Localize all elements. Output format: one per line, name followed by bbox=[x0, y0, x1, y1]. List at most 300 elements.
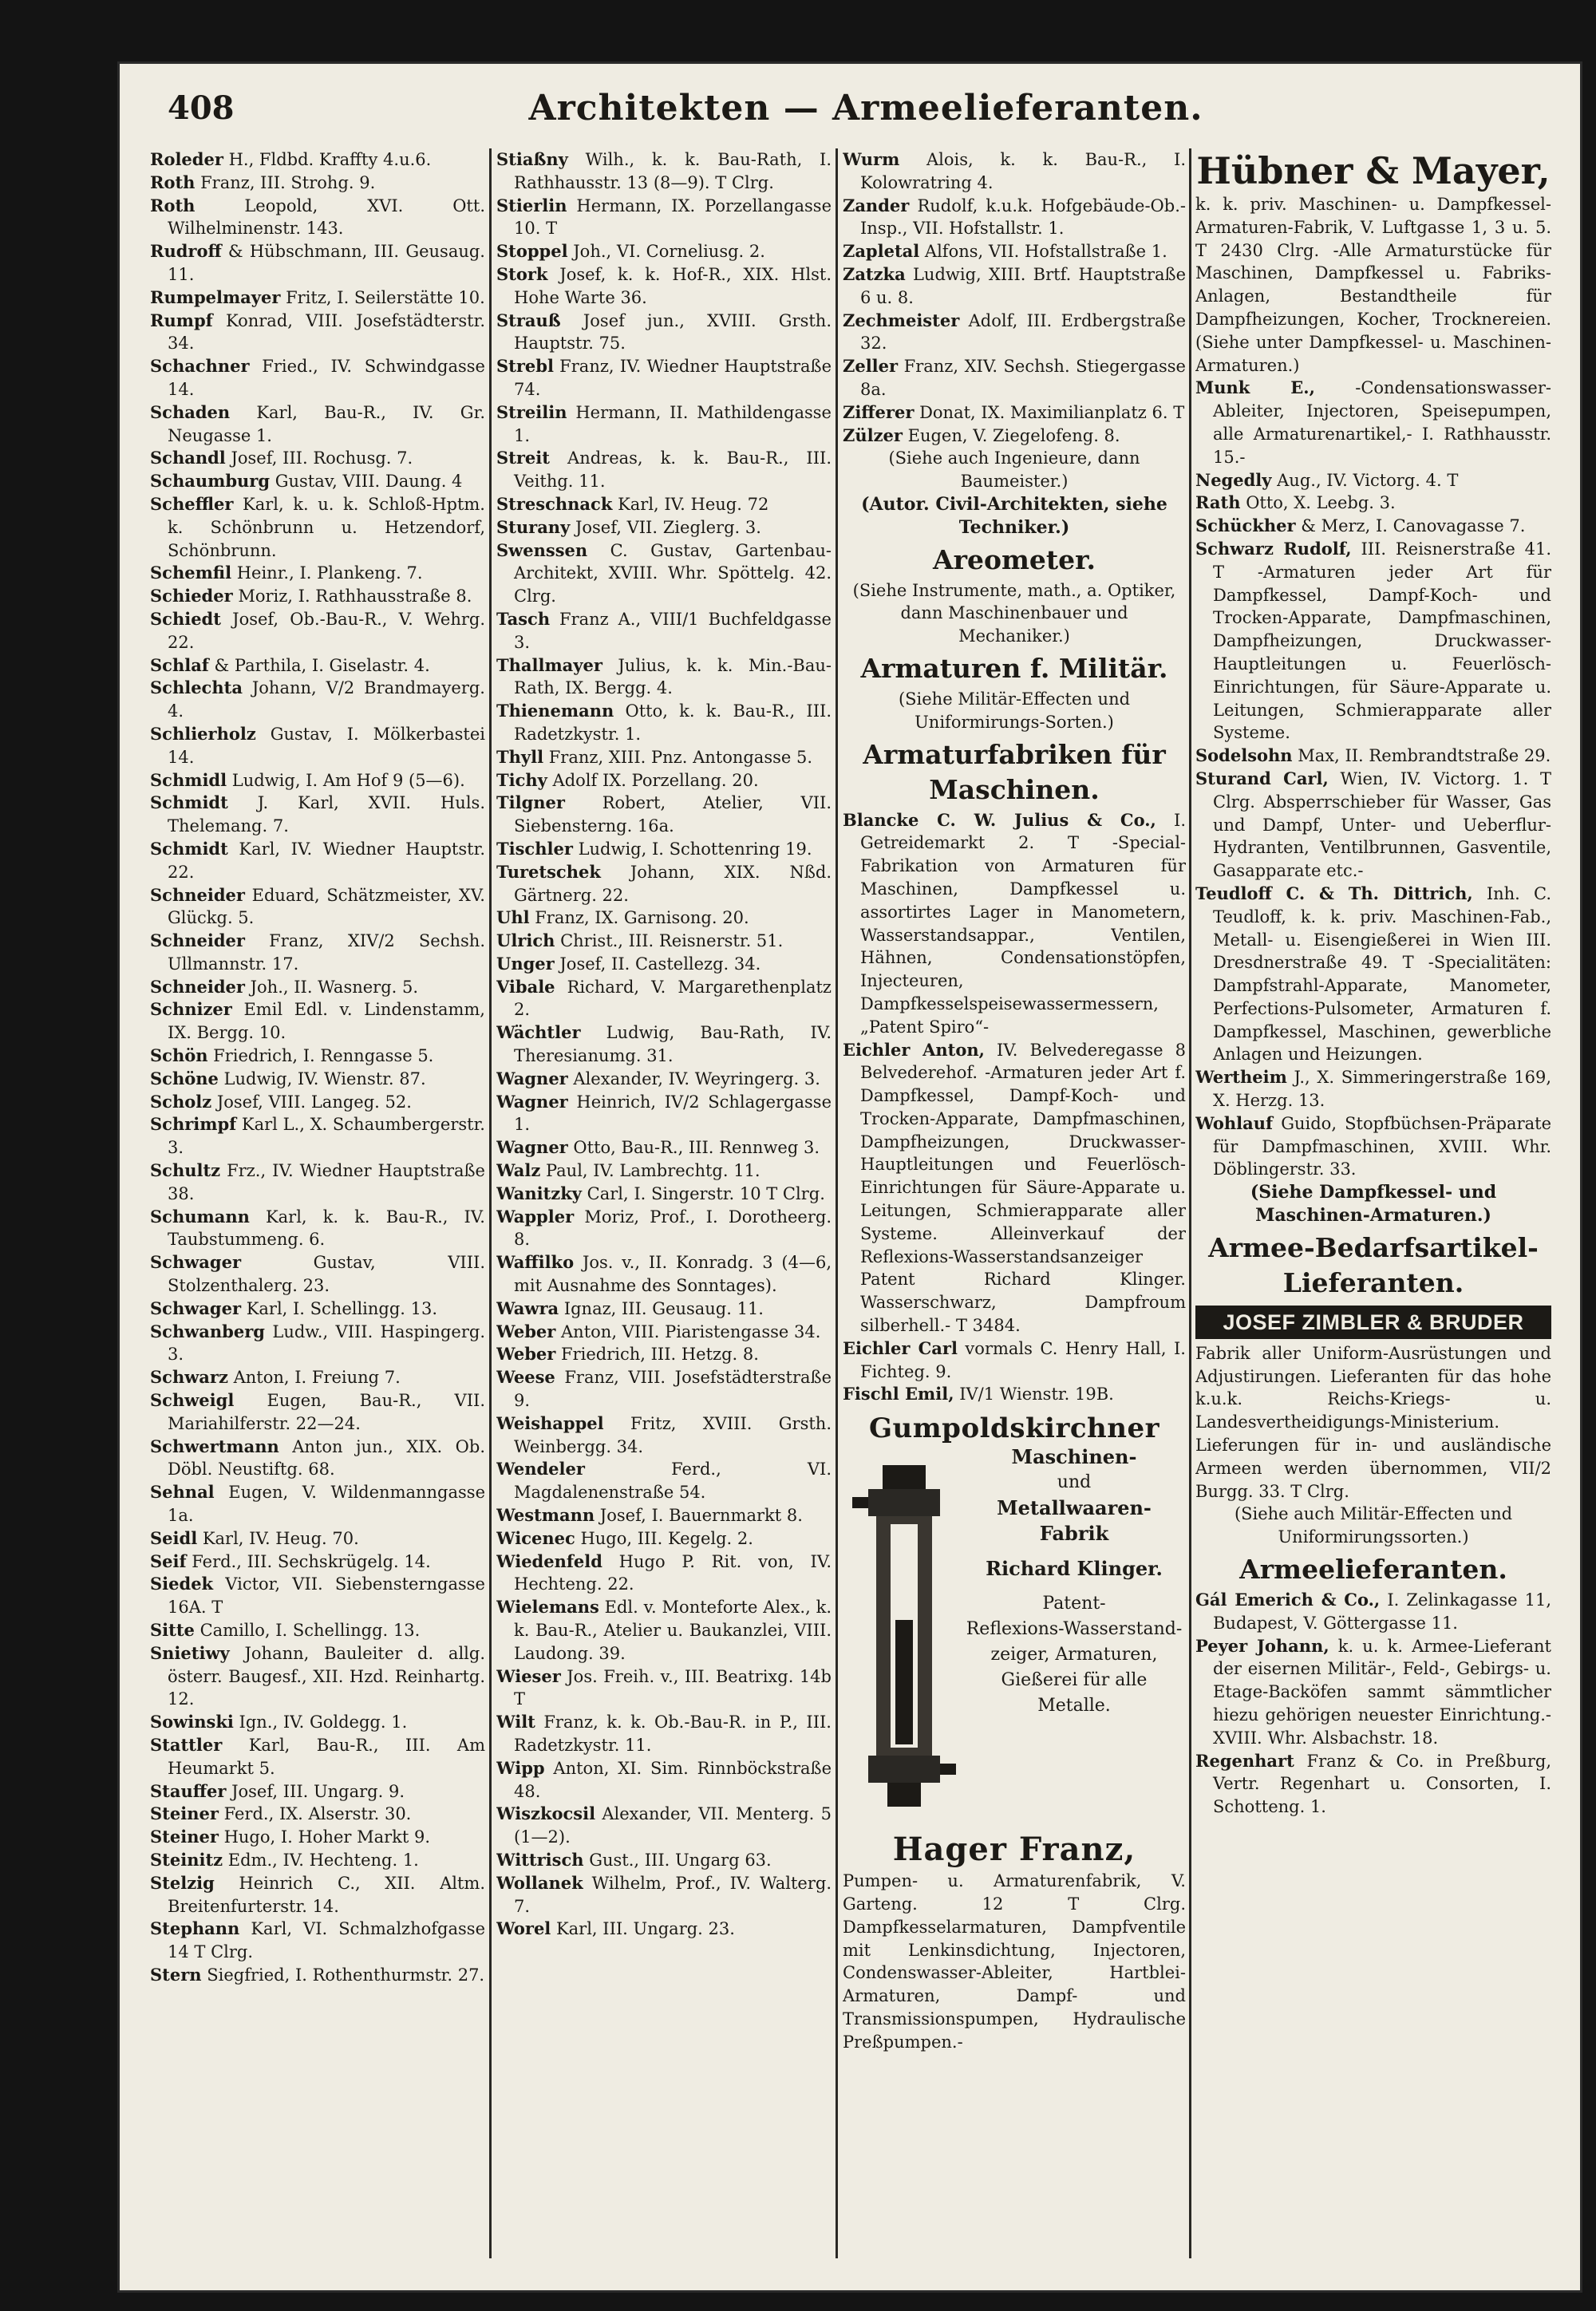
directory-entry bbox=[496, 539, 832, 608]
entry-name: Regenhart bbox=[1195, 1750, 1294, 1771]
directory-entry bbox=[150, 1826, 485, 1849]
entry-name: Sodelsohn bbox=[1195, 745, 1293, 766]
directory-entry bbox=[496, 493, 832, 516]
directory-entry bbox=[150, 884, 485, 930]
entry-text: Ludwig, I. Am Hof 9 (5—6). bbox=[227, 770, 465, 790]
directory-entry bbox=[496, 1918, 832, 1941]
entry-name: Schiedt bbox=[150, 608, 221, 629]
entry-text: Ferd., IX. Alserstr. 30. bbox=[218, 1804, 412, 1824]
entry-text: Hermann, II. Mathildengasse 1. bbox=[514, 402, 832, 445]
directory-entry bbox=[496, 1551, 832, 1597]
entry-text: Josef, VIII. Langeg. 52. bbox=[211, 1092, 412, 1112]
entry-name: Wanitzky bbox=[496, 1183, 582, 1203]
directory-entry bbox=[150, 286, 485, 310]
entry-name: Schneider bbox=[150, 930, 245, 951]
entry-name: Snietiwy bbox=[150, 1642, 230, 1663]
column-2 bbox=[496, 148, 832, 2270]
entry-name: Negedly bbox=[1195, 469, 1272, 490]
entry-text: Franz, k. k. Ob.-Bau-R. in P., III. Radetzkystr. 11. bbox=[514, 1713, 832, 1755]
entry-text: Paul, IV. Lambrechtg. 11. bbox=[540, 1161, 760, 1181]
entry-text: Konrad, VIII. Josefstädterstr. 34. bbox=[168, 310, 485, 354]
entry-text: Johann, XIX. Nßd. Gärtnerg. 22. bbox=[514, 862, 832, 905]
directory-entry bbox=[843, 425, 1186, 448]
entry-name: Schandl bbox=[150, 448, 226, 468]
directory-entry bbox=[150, 1159, 485, 1206]
entry-text: Ign., IV. Goldegg. 1. bbox=[233, 1713, 408, 1732]
entry-text: Anton, VIII. Piaristengasse 34. bbox=[555, 1321, 821, 1341]
entry-name: Wiszkocsil bbox=[496, 1803, 596, 1824]
directory-entry bbox=[1195, 883, 1551, 1066]
entry-text: Robert, Atelier, VII. Siebensterng. 16a. bbox=[514, 793, 832, 836]
entry-name: Westmann bbox=[496, 1505, 595, 1526]
directory-entry bbox=[496, 1021, 832, 1068]
entry-name: Stelzig bbox=[150, 1872, 215, 1893]
entry-text: Hermann, IX. Porzellangasse 10. T bbox=[514, 196, 832, 239]
entry-text: -Condensationswasser-Ableiter, Injectoren, Speisepumpen, alle Armaturenartikel,- I. Rathhausstr. 15.- bbox=[1213, 378, 1551, 467]
directory-entry bbox=[496, 1091, 832, 1137]
entry-text: Moriz, I. Rathhausstraße 8. bbox=[232, 587, 472, 606]
entry-name: Turetschek bbox=[496, 861, 601, 882]
entry-text: Karl, Bau-R., IV. Gr. Neugasse 1. bbox=[168, 402, 485, 445]
directory-entry bbox=[150, 1803, 485, 1826]
entry-text: Josef, Ob.-Bau-R., V. Wehrg. 22. bbox=[168, 609, 485, 652]
entry-name: Eichler Anton, bbox=[843, 1039, 985, 1060]
entry-name: Stattler bbox=[150, 1734, 223, 1755]
entry-text: Franz, VIII. Josefstädterstraße 9. bbox=[514, 1368, 832, 1411]
entry-name: Unger bbox=[496, 953, 555, 974]
entry-text: Otto, k. k. Bau-R., III. Radetzkystr. 1. bbox=[514, 701, 832, 744]
entry-text: Fritz, XVIII. Grsth. Weinbergg. 34. bbox=[514, 1413, 832, 1456]
entry-text: Otto, X. Leebg. 3. bbox=[1240, 493, 1396, 513]
directory-entry bbox=[496, 1206, 832, 1252]
entry-list bbox=[843, 809, 1186, 1407]
directory-entry bbox=[496, 1872, 832, 1918]
entry-name: Wielemans bbox=[496, 1597, 599, 1618]
entry-text: Frz., IV. Wiedner Hauptstraße 38. bbox=[168, 1161, 485, 1203]
entry-name: Wipp bbox=[496, 1757, 545, 1778]
entry-text: Heinrich C., XII. Altm. Breitenfurterstr. 14. bbox=[168, 1873, 485, 1916]
directory-entry bbox=[496, 516, 832, 539]
section-heading: Armeelieferanten. bbox=[1239, 1554, 1507, 1586]
directory-entry bbox=[496, 1849, 832, 1872]
entry-text: Josef, II. Castellezg. 34. bbox=[554, 954, 761, 974]
entry-name: Schwager bbox=[150, 1252, 242, 1273]
entry-name: Stierlin bbox=[496, 195, 567, 215]
entry-name: Waffilko bbox=[496, 1252, 575, 1273]
directory-entry bbox=[150, 355, 485, 401]
entry-text: & Merz, I. Canovagasse 7. bbox=[1295, 516, 1526, 536]
entry-name: Schwager bbox=[150, 1298, 242, 1318]
column-rule bbox=[836, 148, 838, 2258]
entry-text: Jos. v., II. Konradg. 3 (4—6, mit Ausnahme des Sonntages). bbox=[514, 1253, 832, 1296]
entry-text: Ludwig, XIII. Brtf. Hauptstraße 6 u. 8. bbox=[860, 264, 1186, 307]
entry-name: Wendeler bbox=[496, 1459, 585, 1479]
directory-entry bbox=[496, 1711, 832, 1757]
entry-text: Josef, VII. Zieglerg. 3. bbox=[570, 517, 761, 537]
directory-entry bbox=[843, 195, 1186, 241]
entry-name: Wieser bbox=[496, 1665, 561, 1686]
entry-text: Edm., IV. Hechteng. 1. bbox=[223, 1850, 419, 1870]
directory-entry bbox=[496, 195, 832, 241]
directory-entry bbox=[150, 1964, 485, 1987]
entry-name: Schrimpf bbox=[150, 1114, 237, 1135]
directory-entry bbox=[496, 1665, 832, 1712]
entry-name: Wittrisch bbox=[496, 1849, 584, 1870]
directory-entry bbox=[150, 1619, 485, 1642]
directory-entry bbox=[150, 562, 485, 585]
entry-text: Franz, III. Strohg. 9. bbox=[195, 172, 376, 192]
entry-text: Siegfried, I. Rothenthurmstr. 27. bbox=[201, 1965, 485, 1985]
directory-entry bbox=[150, 1113, 485, 1159]
entry-text: Karl, I. Schellingg. 13. bbox=[241, 1298, 438, 1318]
directory-entry bbox=[150, 1551, 485, 1574]
entry-text: J. Karl, XVII. Huls. Thelemang. 7. bbox=[168, 793, 485, 836]
directory-entry bbox=[496, 1343, 832, 1366]
directory-entry bbox=[496, 608, 832, 654]
column-3 bbox=[843, 148, 1186, 2270]
entry-text: Jos. Freih. v., III. Beatrixg. 14b T bbox=[514, 1666, 832, 1709]
directory-entry bbox=[496, 148, 832, 195]
entry-name: Streschnack bbox=[496, 493, 613, 514]
entry-text: Adolf, III. Erdbergstraße 32. bbox=[860, 310, 1186, 354]
entry-text: Ludwig, Bau-Rath, IV. Theresianumg. 31. bbox=[514, 1023, 832, 1066]
directory-entry bbox=[843, 401, 1186, 425]
directory-entry bbox=[1195, 1066, 1551, 1112]
entry-name: Zifferer bbox=[843, 401, 915, 422]
entry-name: Sturany bbox=[496, 516, 571, 537]
entry-text: Heinrich, IV/2 Schlagergasse 1. bbox=[514, 1092, 832, 1135]
entry-text: Joh., VI. Corneliusg. 2. bbox=[567, 242, 765, 262]
directory-entry bbox=[496, 861, 832, 907]
section-heading: Areometer. bbox=[933, 543, 1096, 575]
entry-name: Gál Emerich & Co., bbox=[1195, 1590, 1381, 1610]
directory-entry bbox=[150, 1321, 485, 1367]
advertisement-hager bbox=[843, 1831, 1186, 2053]
entry-text: Josef, III. Ungarg. 9. bbox=[226, 1781, 405, 1801]
entry-name: Schumann bbox=[150, 1206, 250, 1227]
directory-entry bbox=[150, 1527, 485, 1551]
directory-entry bbox=[150, 1734, 485, 1780]
directory-entry bbox=[150, 1573, 485, 1619]
entry-text: & Hübschmann, III. Geusaug. 11. bbox=[168, 242, 485, 284]
entry-name: Eichler Carl bbox=[843, 1337, 958, 1358]
directory-entry bbox=[150, 1366, 485, 1389]
entry-text: H., Fldbd. Kraffty 4.u.6. bbox=[223, 150, 432, 169]
entry-name: Stork bbox=[496, 263, 548, 284]
entry-name: Schemfil bbox=[150, 563, 232, 583]
entry-name: Wohlauf bbox=[1195, 1112, 1274, 1133]
directory-entry bbox=[496, 355, 832, 401]
directory-entry bbox=[496, 746, 832, 769]
entry-name: Steiner bbox=[150, 1803, 219, 1824]
entry-name: Schneider bbox=[150, 884, 245, 905]
directory-entry bbox=[150, 240, 485, 286]
entry-name: Steinitz bbox=[150, 1849, 223, 1870]
directory-entry bbox=[150, 493, 485, 562]
entry-name: Stephann bbox=[150, 1918, 240, 1939]
directory-page bbox=[120, 64, 1580, 2290]
entry-text: Alexander, IV. Weyringerg. 3. bbox=[567, 1069, 820, 1088]
directory-entry bbox=[150, 723, 485, 769]
entry-name: Zeller bbox=[843, 356, 899, 377]
entry-name: Wagner bbox=[496, 1091, 568, 1112]
directory-entry bbox=[496, 1298, 832, 1321]
directory-entry bbox=[1195, 492, 1551, 515]
entry-name: Streilin bbox=[496, 401, 567, 422]
entry-text: Ludwig, I. Schottenring 19. bbox=[572, 839, 812, 859]
directory-entry bbox=[150, 792, 485, 838]
entry-text: Anton, XI. Sim. Rinnböckstraße 48. bbox=[514, 1758, 832, 1801]
entry-text: Josef, k. k. Hof-R., XIX. Hlst. Hohe Warte 36. bbox=[514, 264, 832, 307]
directory-entry bbox=[1195, 538, 1551, 745]
entry-list bbox=[1195, 377, 1551, 1181]
entry-text: Johann, V/2 Brandmayerg. 4. bbox=[168, 678, 485, 721]
entry-text: Franz A., VIII/1 Buchfeldgasse 3. bbox=[514, 609, 832, 652]
entry-text: Johann, Bauleiter d. allg. österr. Baugesf., XII. Hzd. Reinhartg. 12. bbox=[168, 1643, 485, 1709]
entry-name: Weese bbox=[496, 1367, 555, 1388]
ad-line: Patent- bbox=[1042, 1594, 1106, 1614]
ad-line: Maschinen- bbox=[1011, 1445, 1137, 1469]
cross-reference: (Siehe Militär-Effecten und Uniformirungs-Sorten.) bbox=[898, 689, 1131, 732]
entry-name: Scholz bbox=[150, 1091, 212, 1112]
entry-name: Rath bbox=[1195, 492, 1241, 513]
directory-entry bbox=[150, 1872, 485, 1918]
directory-entry bbox=[150, 1206, 485, 1252]
entry-text: Hugo, I. Hoher Markt 9. bbox=[218, 1827, 431, 1847]
directory-entry bbox=[496, 1136, 832, 1159]
ad-line: zeiger, Armaturen, bbox=[990, 1645, 1158, 1665]
entry-text: Karl, IV. Heug. 70. bbox=[197, 1528, 359, 1548]
entry-name: Schweigl bbox=[150, 1390, 235, 1411]
entry-text: Franz & Co. in Preßburg, Vertr. Regenhart u. Consorten, I. Schotteng. 1. bbox=[1213, 1751, 1551, 1817]
section-heading: Armaturfabriken für Maschinen. bbox=[863, 738, 1166, 805]
entry-text: Leopold, XVI. Ott. Wilhelminenstr. 143. bbox=[168, 196, 485, 239]
entry-text: Franz, XIII. Pnz. Antongasse 5. bbox=[543, 747, 813, 767]
advertisement-text: Fabrik aller Uniform-Ausrüstungen und Adjustirungen. Lieferanten für das hohe k.u.k. Reichs-Kriegs- u. Landesvertheidigungs-Ministerium. Lieferungen für in- und ausländische Armeen werden übernommen, VII/2 Burgg. 33. T Clrg. bbox=[1195, 1343, 1551, 1501]
entry-name: Schneider bbox=[150, 976, 245, 997]
entry-text: Alexander, VII. Menterg. 5 (1—2). bbox=[514, 1804, 832, 1847]
entry-name: Rumpelmayer bbox=[150, 286, 281, 307]
cross-reference: (Siehe Dampfkessel- und Maschinen-Armaturen.) bbox=[1250, 1182, 1497, 1227]
entry-text: Josef, I. Bauernmarkt 8. bbox=[595, 1506, 803, 1526]
entry-text: Christ., III. Reisnerstr. 51. bbox=[555, 931, 784, 951]
directory-entry bbox=[496, 769, 832, 792]
entry-text: Ferd., VI. Magdalenenstraße 54. bbox=[514, 1460, 832, 1503]
entry-text: Karl, IV. Wiedner Hauptstr. 22. bbox=[168, 839, 485, 882]
zimbler-banner: JOSEF ZIMBLER & BRUDER bbox=[1195, 1306, 1551, 1339]
directory-entry bbox=[150, 1711, 485, 1734]
entry-name: Schön bbox=[150, 1045, 208, 1066]
entry-text: Karl, k. k. Bau-R., IV. Taubstummeng. 6. bbox=[168, 1207, 485, 1250]
entry-name: Sitte bbox=[150, 1620, 195, 1640]
entry-name: Zülzer bbox=[843, 425, 903, 445]
entry-text: Franz, XIV/2 Sechsh. Ullmannstr. 17. bbox=[168, 931, 485, 974]
directory-entry bbox=[496, 447, 832, 493]
entry-name: Zapletal bbox=[843, 241, 920, 262]
ad-line: Gießerei für alle Metalle. bbox=[1001, 1670, 1148, 1716]
entry-name: Schwarz bbox=[150, 1367, 228, 1388]
section-heading: Armaturen f. Militär. bbox=[860, 652, 1168, 684]
directory-entry bbox=[1195, 515, 1551, 538]
entry-name: Schultz bbox=[150, 1160, 221, 1181]
entry-name: Seif bbox=[150, 1551, 187, 1571]
entry-text: Carl, I. Singerstr. 10 T Clrg. bbox=[582, 1183, 825, 1203]
entry-name: Wertheim bbox=[1195, 1067, 1287, 1088]
directory-entry bbox=[496, 1527, 832, 1551]
entry-name: Sehnal bbox=[150, 1482, 215, 1503]
entry-text: Inh. C. Teudloff, k. k. priv. Maschinen-Fab., Metall- u. Eisengießerei in Wien III. Dresdnerstraße 49. T -Specialitäten: Dampfstrahl-Apparate, Manometer, Perfections-Pulsometer, Armaturen f. Dampfkessel, Maschinen, gewerbliche Anlagen und Heizungen. bbox=[1213, 883, 1551, 1065]
entry-name: Wappler bbox=[496, 1206, 575, 1227]
directory-entry bbox=[150, 1068, 485, 1091]
entry-text: Gust., III. Ungarg 63. bbox=[583, 1850, 772, 1870]
entry-text: Gustav, VIII. Stolzenthalerg. 23. bbox=[168, 1253, 485, 1296]
entry-text: C. Gustav, Gartenbau-Architekt, XVIII. Whr. Spöttelg. 42. Clrg. bbox=[514, 540, 832, 606]
entry-name: Schöne bbox=[150, 1068, 219, 1088]
entry-text: k. u. k. Armee-Lieferant der eisernen Militär-, Feld-, Gebirgs- u. Etage-Backöfen sammt sämmtlicher hiezu gehörigen neuester Einrichtung.- XVIII. Whr. Alsbachstr. 18. bbox=[1213, 1636, 1551, 1748]
directory-entry bbox=[150, 1481, 485, 1527]
entry-name: Schlechta bbox=[150, 677, 243, 698]
directory-entry bbox=[496, 953, 832, 976]
entry-list bbox=[1195, 1589, 1551, 1819]
directory-entry bbox=[843, 809, 1186, 1039]
entry-text: Eugen, V. Wildenmanngasse 1a. bbox=[168, 1483, 485, 1526]
page-header bbox=[168, 80, 1564, 144]
entry-text: Alfons, VII. Hofstallstraße 1. bbox=[919, 242, 1167, 262]
entry-name: Roth bbox=[150, 172, 196, 192]
directory-entry bbox=[496, 1321, 832, 1344]
entry-name: Wollanek bbox=[496, 1872, 583, 1893]
directory-entry bbox=[843, 1039, 1186, 1337]
directory-entry bbox=[843, 1383, 1186, 1406]
entry-text: Karl, IV. Heug. 72 bbox=[612, 494, 769, 514]
ad-line: Metallwaaren-Fabrik bbox=[997, 1496, 1152, 1546]
directory-entry bbox=[150, 1091, 485, 1114]
directory-entry bbox=[496, 907, 832, 930]
entry-text: Max, II. Rembrandtstraße 29. bbox=[1292, 746, 1551, 766]
directory-entry bbox=[1195, 745, 1551, 768]
entry-text: Karl, VI. Schmalzhofgasse 14 T Clrg. bbox=[168, 1919, 485, 1962]
directory-entry bbox=[843, 148, 1186, 195]
directory-entry bbox=[1195, 377, 1551, 468]
entry-name: Schlierholz bbox=[150, 723, 256, 744]
directory-entry bbox=[496, 1803, 832, 1849]
entry-text: Alois, k. k. Bau-R., I. Kolowratring 4. bbox=[860, 150, 1186, 192]
entry-text: Edl. v. Monteforte Alex., k. k. Bau-R., Atelier u. Baukanzlei, VIII. Laudong. 39. bbox=[514, 1598, 832, 1663]
entry-name: Thienemann bbox=[496, 701, 614, 721]
entry-name: Wawra bbox=[496, 1298, 559, 1318]
entry-name: Stauffer bbox=[150, 1780, 227, 1801]
entry-text: Karl L., X. Schaumbergerstr. 3. bbox=[168, 1115, 485, 1158]
entry-text: Andreas, k. k. Bau-R., III. Veithg. 11. bbox=[514, 448, 832, 492]
directory-entry bbox=[150, 470, 485, 493]
entry-name: Weber bbox=[496, 1321, 556, 1341]
entry-text: Karl, III. Ungarg. 23. bbox=[551, 1919, 735, 1939]
directory-entry bbox=[150, 172, 485, 195]
entry-text: Camillo, I. Schellingg. 13. bbox=[194, 1621, 421, 1640]
directory-entry bbox=[496, 1412, 832, 1459]
directory-entry bbox=[496, 1504, 832, 1527]
entry-name: Steiner bbox=[150, 1827, 219, 1847]
entry-text: Eugen, Bau-R., VII. Mariahilferstr. 22—24. bbox=[168, 1391, 485, 1433]
entry-text: Joh., II. Wasnerg. 5. bbox=[244, 977, 419, 997]
entry-text: Franz, IV. Wiedner Hauptstraße 74. bbox=[514, 357, 832, 399]
entry-name: Schieder bbox=[150, 586, 233, 606]
entry-name: Schwertmann bbox=[150, 1436, 279, 1456]
entry-name: Rumpf bbox=[150, 310, 213, 330]
entry-name: Ulrich bbox=[496, 930, 555, 951]
entry-name: Rudroff bbox=[150, 241, 222, 262]
entry-name: Fischl Emil, bbox=[843, 1384, 954, 1404]
entry-text: Hugo P. Rit. von, IV. Hechteng. 22. bbox=[514, 1551, 832, 1594]
ad-text: Pumpen- u. Armaturenfabrik, V. Garteng. 12 T Clrg. Dampfkesselarmaturen, Dampfventile mit Lenkinsdichtung, Injectoren, Condenswasser-Ableiter, Hartblei-Armaturen, Dampf- und Transmissionspumpen, Hydraulische Preßpumpen.- bbox=[843, 1871, 1186, 2052]
directory-entry bbox=[496, 1159, 832, 1183]
entry-name: Vibale bbox=[496, 976, 555, 997]
entry-text: Richard, V. Margarethenplatz 2. bbox=[514, 977, 832, 1020]
entry-name: Uhl bbox=[496, 907, 530, 928]
entry-text: Aug., IV. Victorg. 4. T bbox=[1271, 470, 1459, 490]
entry-name: Roth bbox=[150, 195, 196, 215]
ad-line: Richard Klinger. bbox=[986, 1557, 1163, 1581]
entry-text: Eugen, V. Ziegelofeng. 8. bbox=[902, 425, 1120, 445]
directory-entry bbox=[150, 677, 485, 723]
entry-text: Franz, IX. Garnisong. 20. bbox=[529, 908, 749, 928]
entry-name: Blancke C. W. Julius & Co., bbox=[843, 809, 1156, 830]
entry-text: Gustav, VIII. Daung. 4 bbox=[270, 472, 463, 492]
directory-entry bbox=[150, 1780, 485, 1803]
directory-entry bbox=[150, 1045, 485, 1068]
ad-title: Gumpoldskirchner bbox=[868, 1412, 1160, 1445]
entry-text: Franz, XIV. Sechsh. Stiegergasse 8a. bbox=[860, 357, 1186, 399]
entry-text: Guido, Stopfbüchsen-Präparate für Dampfmaschinen, XVIII. Whr. Döblingerstr. 33. bbox=[1213, 1113, 1551, 1179]
entry-text: Ludw., VIII. Haspingerg. 3. bbox=[168, 1321, 485, 1365]
cross-reference: (Siehe Instrumente, math., a. Optiker, dann Maschinenbauer und Mechaniker.) bbox=[852, 580, 1176, 646]
entry-text: Rudolf, k.u.k. Hofgebäude-Ob.-Insp., VII. Hofstallstr. 1. bbox=[860, 196, 1186, 239]
directory-entry bbox=[843, 240, 1186, 263]
directory-entry bbox=[496, 1068, 832, 1091]
cross-reference: (Autor. Civil-Architekten, siehe Techniker.) bbox=[861, 493, 1167, 538]
directory-entry bbox=[496, 1366, 832, 1412]
advertisement-text: k. k. priv. Maschinen- u. Dampfkessel-Armaturen-Fabrik, V. Luftgasse 1, 3 u. 5. T 2430 Clrg. -Alle Armaturstücke für Maschinen, Dampfkessel u. Fabriks-Anlagen, Bestandtheile für Dampfheizungen, Kocher, Trocknereien. (Siehe unter Dampfkessel- u. Maschinen-Armaturen.) bbox=[1195, 195, 1551, 375]
entry-text: & Parthila, I. Giselastr. 4. bbox=[208, 655, 430, 675]
cross-reference: (Siehe auch Ingenieure, dann Baumeister.) bbox=[888, 448, 1140, 492]
directory-entry bbox=[1195, 1635, 1551, 1750]
directory-entry bbox=[843, 263, 1186, 310]
entry-name: Weber bbox=[496, 1344, 556, 1365]
entry-name: Stiaßny bbox=[496, 149, 568, 169]
directory-entry bbox=[496, 700, 832, 746]
directory-entry bbox=[843, 355, 1186, 401]
directory-entry bbox=[496, 1458, 832, 1504]
directory-entry bbox=[150, 976, 485, 999]
directory-entry bbox=[150, 148, 485, 172]
entry-name: Schlaf bbox=[150, 654, 209, 675]
running-head: Architekten — Armeelieferanten. bbox=[528, 88, 1203, 128]
entry-text: Fried., IV. Schwindgasse 14. bbox=[168, 357, 485, 399]
directory-entry bbox=[150, 1436, 485, 1482]
entry-name: Swenssen bbox=[496, 539, 588, 560]
entry-name: Strauß bbox=[496, 310, 561, 330]
directory-entry bbox=[496, 930, 832, 953]
directory-entry bbox=[150, 1251, 485, 1298]
entry-name: Schwanberg bbox=[150, 1321, 265, 1341]
entry-text: Anton, I. Freiung 7. bbox=[227, 1368, 401, 1388]
entry-text: vormals C. Henry Hall, I. Fichteg. 9. bbox=[860, 1338, 1186, 1381]
entry-name: Siedek bbox=[150, 1574, 214, 1594]
entry-name: Zechmeister bbox=[843, 310, 960, 330]
entry-name: Scheffler bbox=[150, 493, 234, 514]
column-rule bbox=[1189, 148, 1191, 2258]
entry-name: Teudloff C. & Th. Dittrich, bbox=[1195, 883, 1473, 903]
